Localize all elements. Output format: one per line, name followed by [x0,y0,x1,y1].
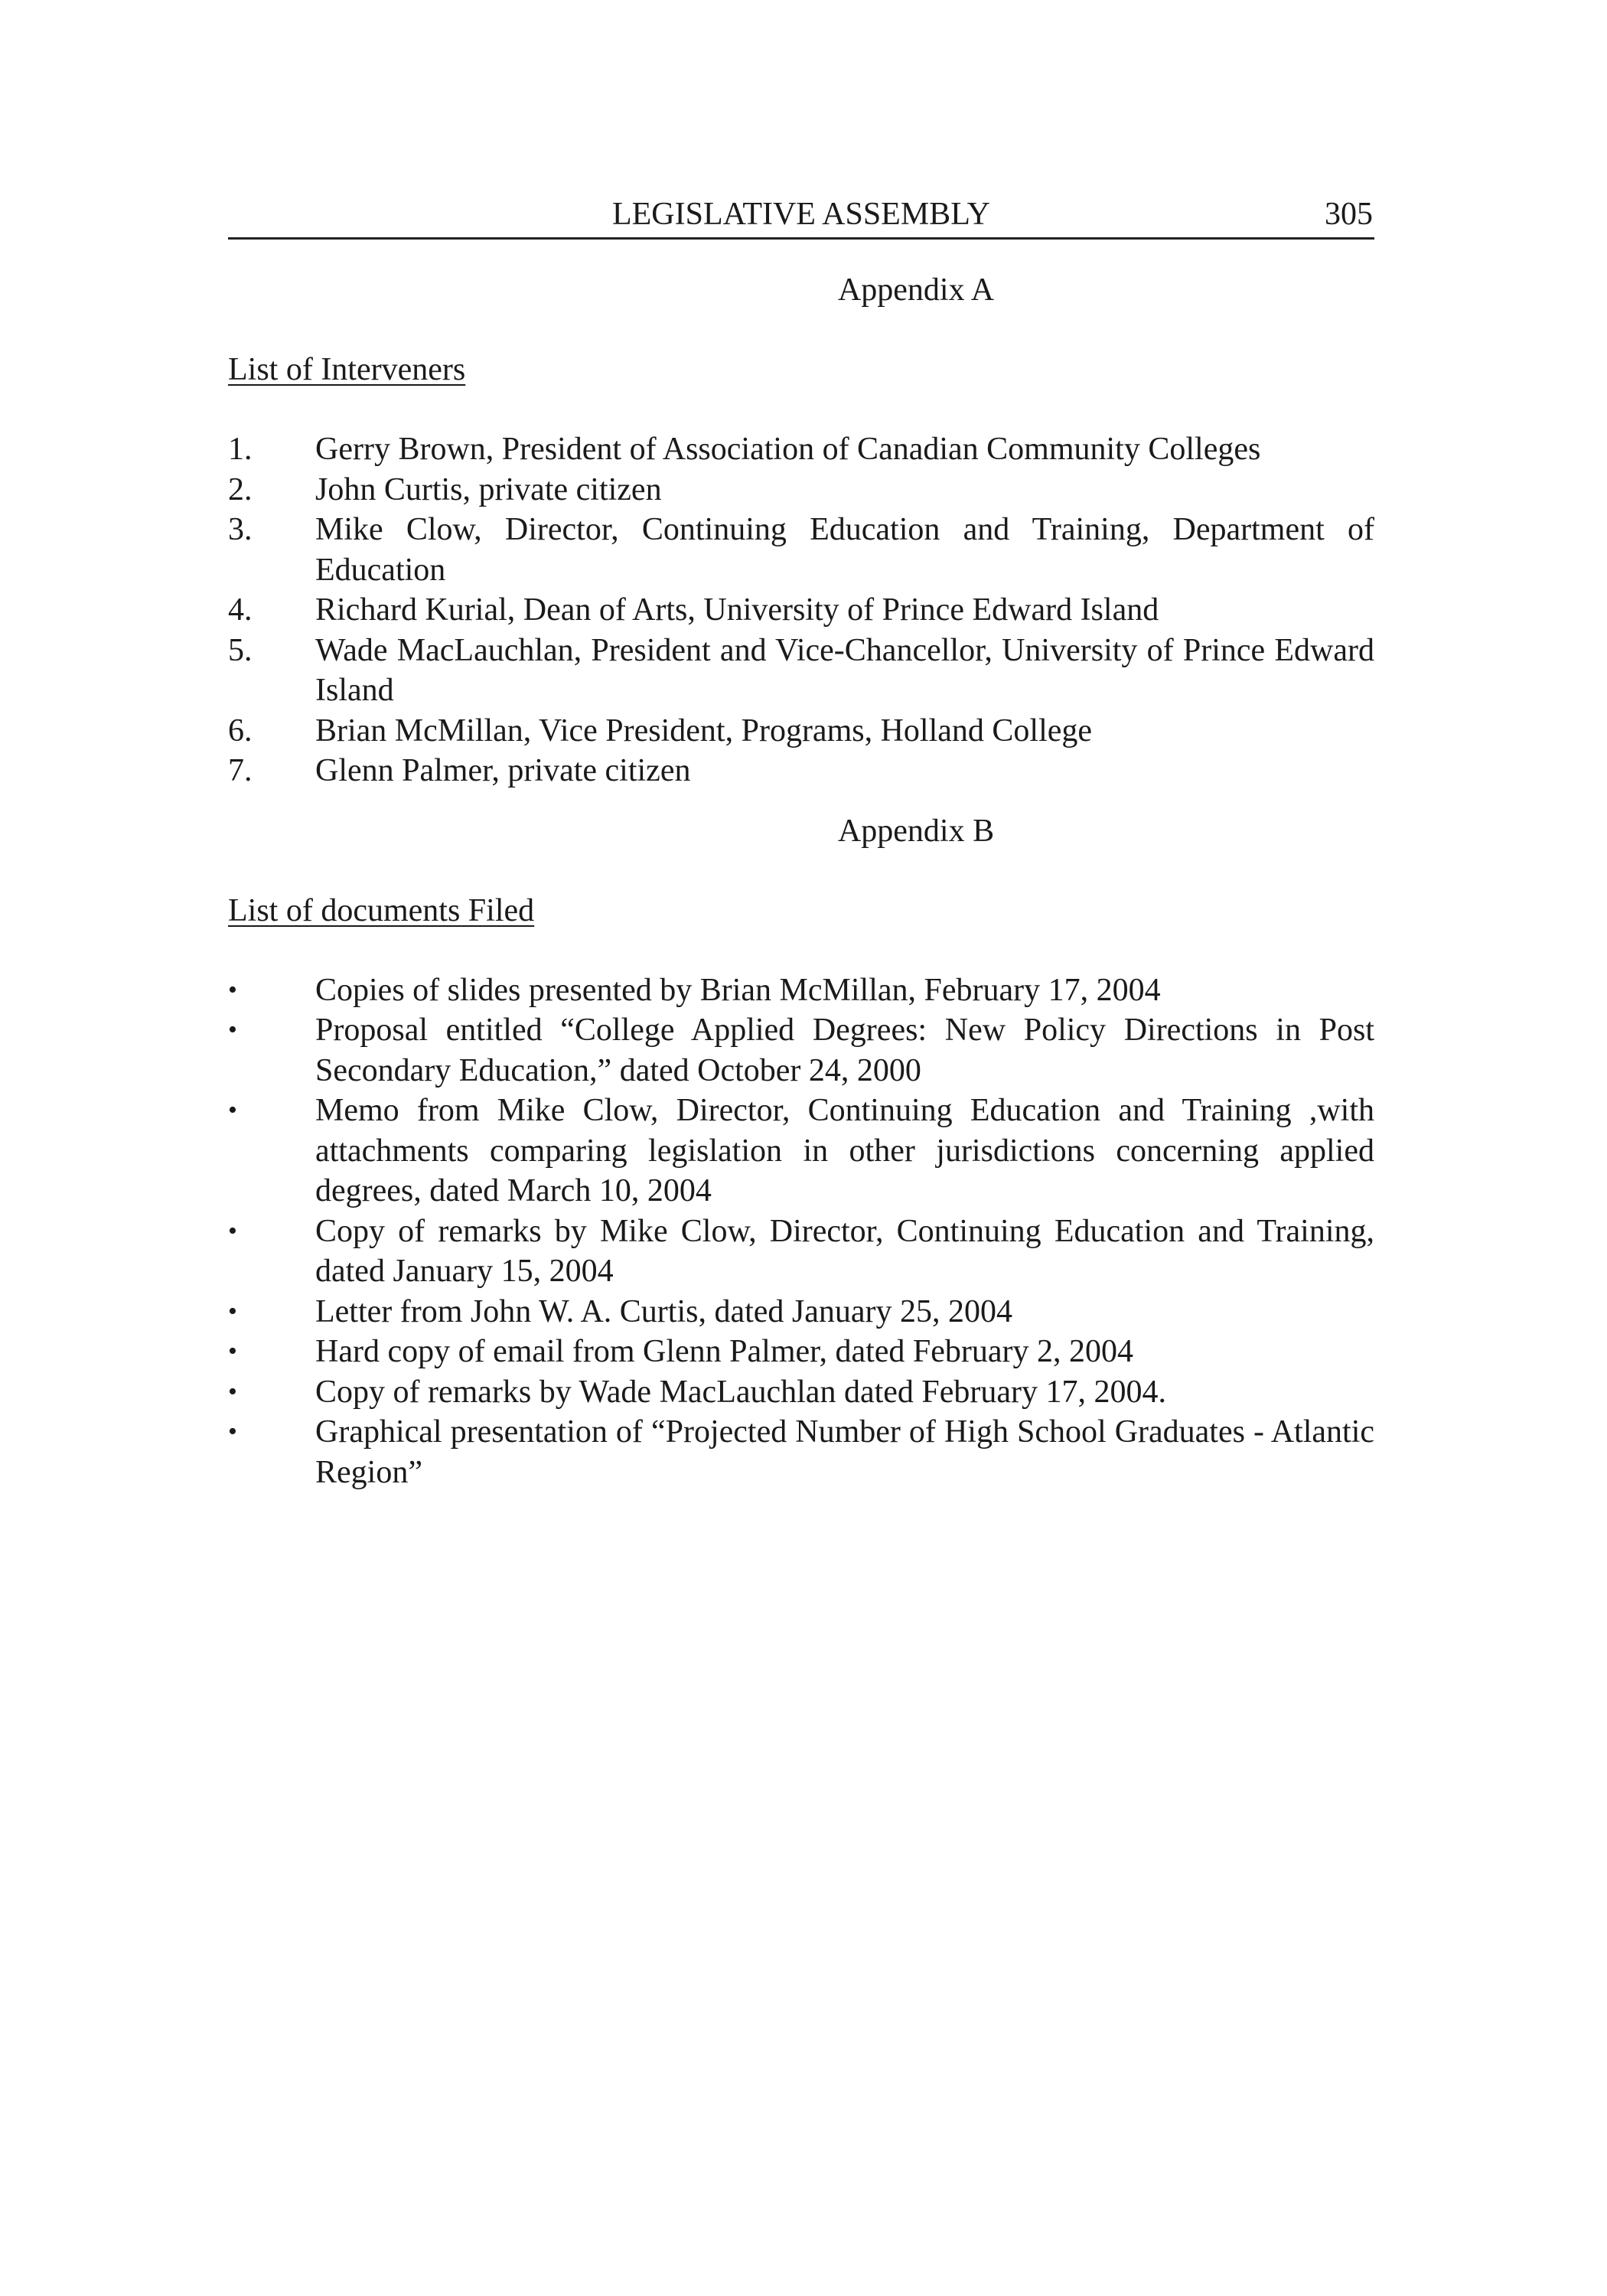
document-text: Memo from Mike Clow, Director, Continuing Education and Training ,with attachments comparing legislation in other jurisdictions concerning applied degrees, dated March 10, 2004 [315,1093,1374,1208]
document-item [228,1332,1374,1372]
documents-list [228,970,1374,1493]
intervener-item [228,510,1374,590]
document-text: Graphical presentation of “Projected Number of High School Graduates - Atlantic Region” [315,1414,1374,1490]
appendix-a-title: Appendix A [837,272,995,308]
bullet-icon: • [228,1417,237,1446]
bullet-icon: • [228,1377,237,1406]
document-item [228,1010,1374,1091]
intervener-text: Gerry Brown, President of Association of Canadian Community Colleges [315,432,1261,467]
bullet-icon: • [228,1337,237,1365]
page-header [228,191,1374,240]
interveners-list [228,429,1374,791]
interveners-heading: List of Interveners [228,352,466,387]
intervener-item [228,590,1374,631]
document-item [228,1091,1374,1212]
document-text: Copies of slides presented by Brian McMillan, February 17, 2004 [315,972,1161,1008]
intervener-text: Brian McMillan, Vice President, Programs, Holland College [315,713,1093,748]
document-item [228,1292,1374,1332]
document-item [228,970,1374,1011]
intervener-item [228,751,1374,791]
intervener-item [228,711,1374,752]
bullet-icon: • [228,1016,237,1044]
intervener-text: Mike Clow, Director, Continuing Education and Training, Department of Education [315,512,1374,588]
document-item [228,1372,1374,1413]
document-text: Copy of remarks by Mike Clow, Director, Continuing Education and Training, dated January 15, 2004 [315,1213,1374,1289]
document-item [228,1412,1374,1492]
intervener-text: Richard Kurial, Dean of Arts, University of Prince Edward Island [315,592,1159,628]
intervener-text: Glenn Palmer, private citizen [315,753,691,788]
list-number: 4. [228,592,253,628]
documents-heading: List of documents Filed [228,892,535,928]
header-title: LEGISLATIVE ASSEMBLY [612,197,990,232]
bullet-icon: • [228,1216,237,1245]
appendix-b-title: Appendix B [837,813,995,849]
intervener-item [228,429,1374,470]
document-text: Copy of remarks by Wade MacLauchlan dated February 17, 2004. [315,1374,1167,1410]
list-number: 1. [228,432,253,467]
intervener-item [228,631,1374,711]
list-number: 2. [228,471,253,507]
bullet-icon: • [228,1096,237,1124]
intervener-item [228,470,1374,510]
list-number: 6. [228,713,253,748]
document-item [228,1212,1374,1292]
list-number: 7. [228,753,253,788]
document-text: Proposal entitled “College Applied Degrees: New Policy Directions in Post Secondary Education,” dated October 24, 2000 [315,1013,1374,1088]
intervener-text: Wade MacLauchlan, President and Vice-Chancellor, University of Prince Edward Island [315,632,1374,708]
document-text: Hard copy of email from Glenn Palmer, dated February 2, 2004 [315,1334,1134,1369]
bullet-icon: • [228,975,237,1004]
document-text: Letter from John W. A. Curtis, dated January 25, 2004 [315,1293,1013,1329]
document-page [228,191,1374,1492]
list-number: 5. [228,632,253,668]
intervener-text: John Curtis, private citizen [315,471,662,507]
bullet-icon: • [228,1296,237,1326]
list-number: 3. [228,512,253,547]
page-number: 305 [1325,197,1373,232]
